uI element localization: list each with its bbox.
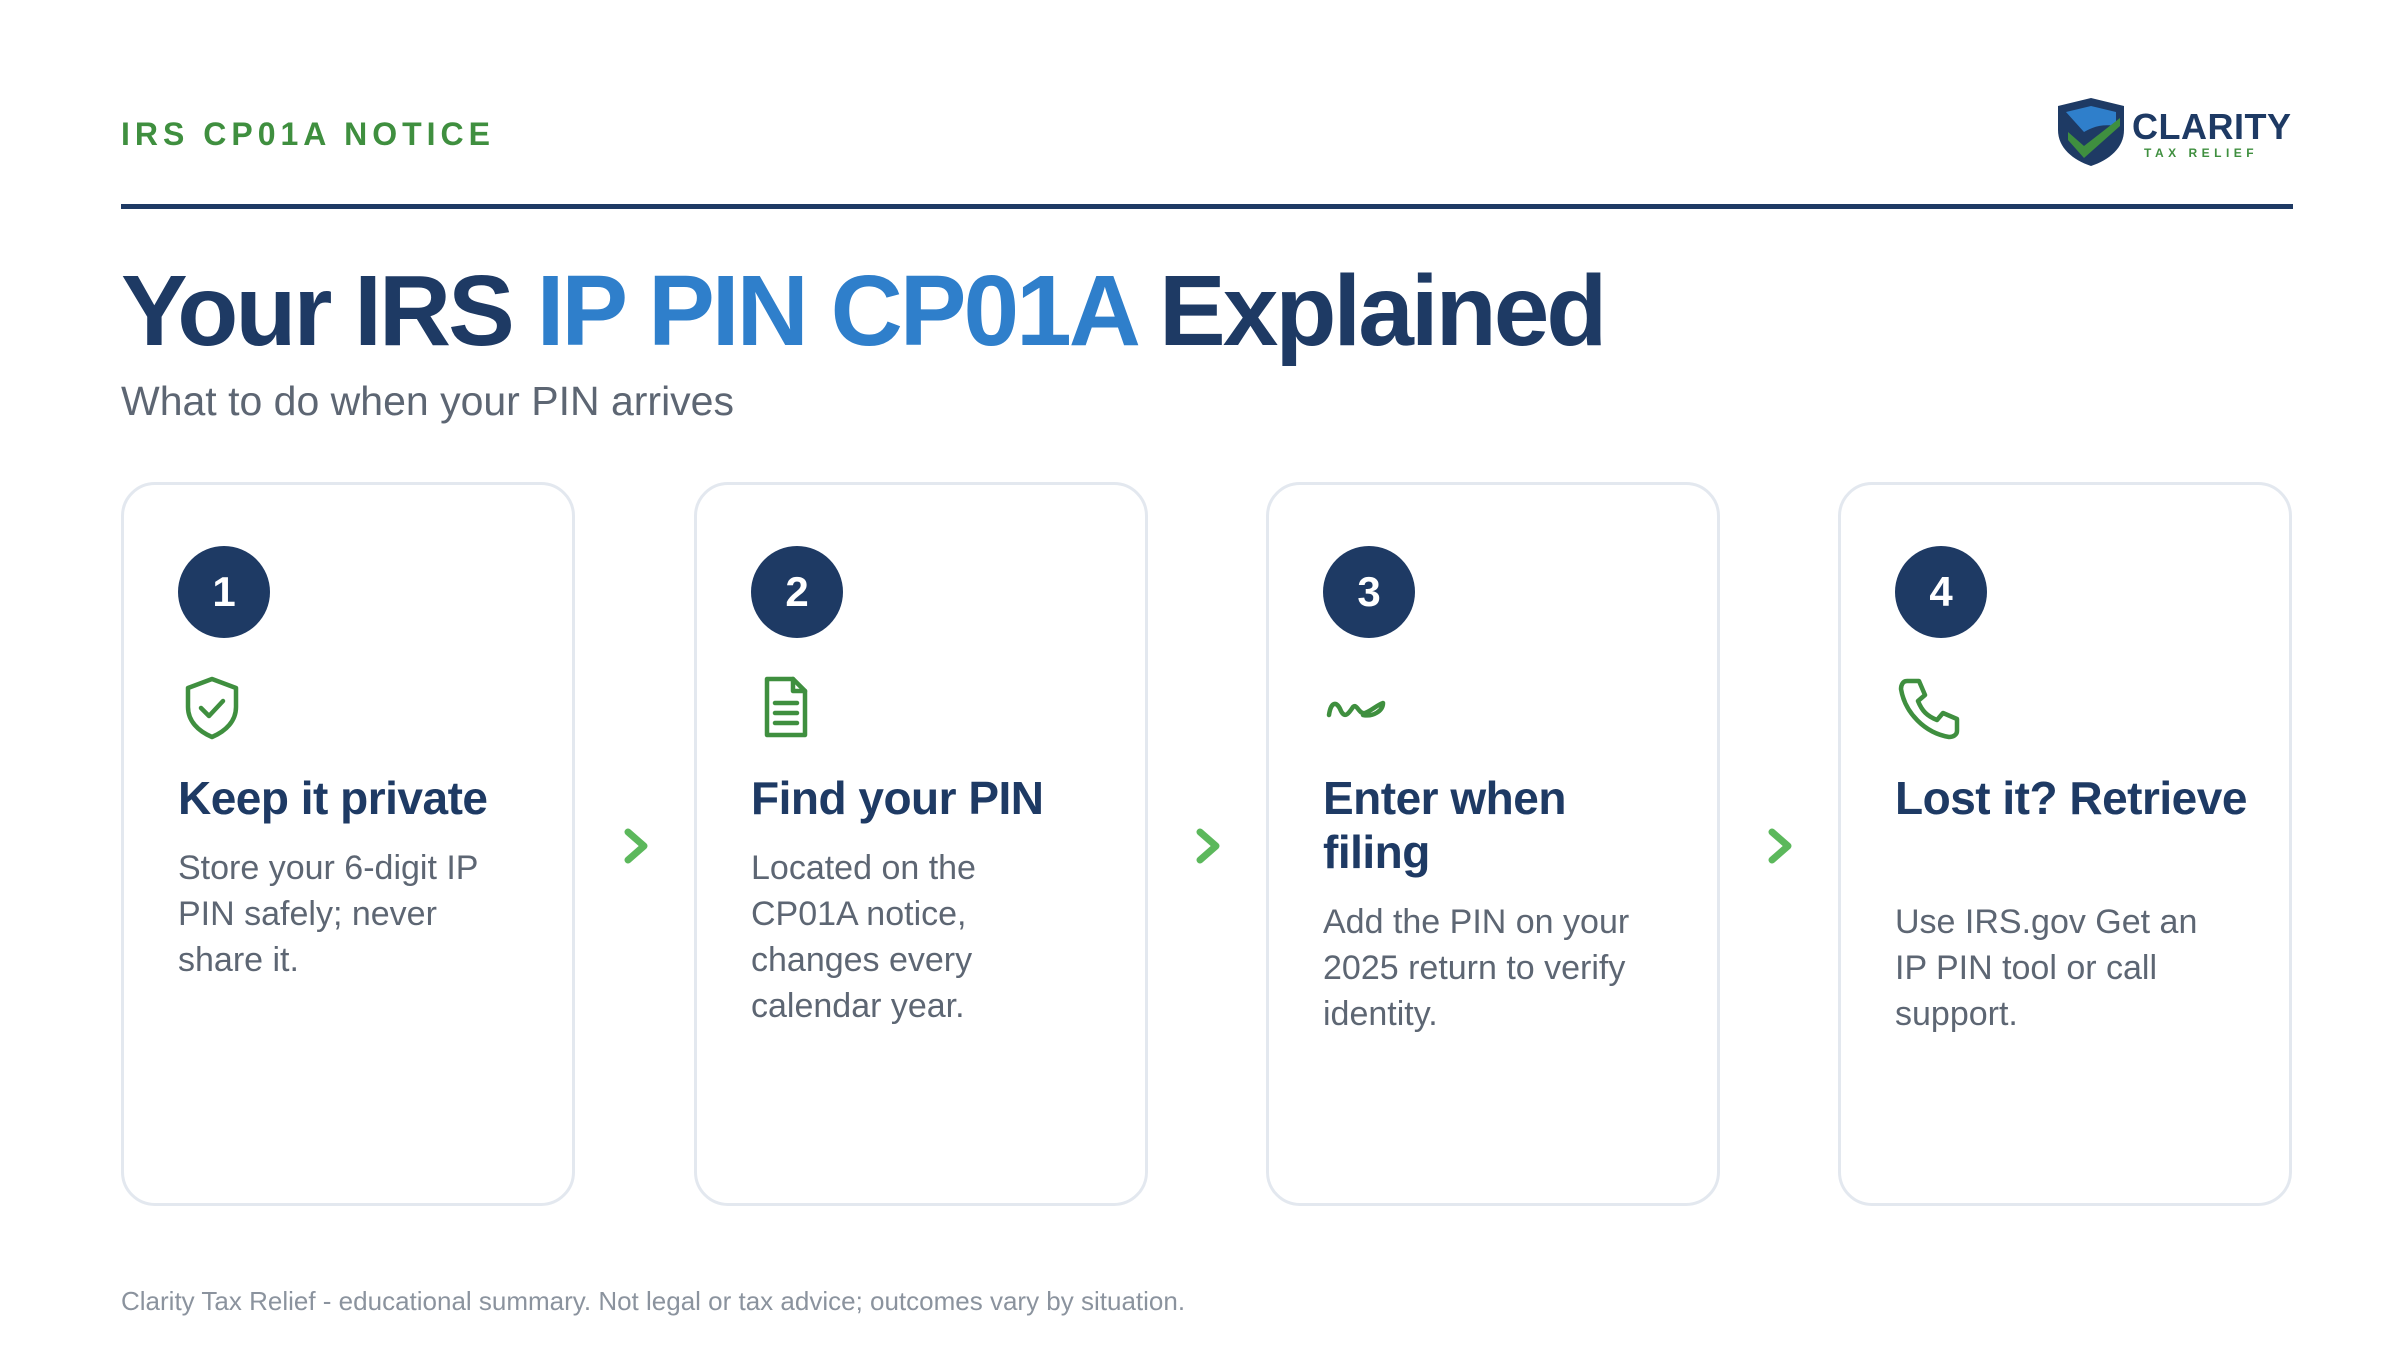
step-card-2 bbox=[694, 482, 1148, 1206]
brand-logo bbox=[2054, 96, 2294, 168]
title-suffix: Explained bbox=[1159, 255, 1605, 367]
phone-icon bbox=[1893, 671, 1965, 743]
footer-disclaimer: Clarity Tax Relief - educational summary. Not legal or tax advice; outcomes vary by situation. bbox=[121, 1286, 1186, 1316]
step-card-1 bbox=[121, 482, 575, 1206]
step-title: Enter when filing bbox=[1323, 772, 1566, 878]
title-accent: IP PIN CP01A bbox=[536, 255, 1135, 367]
step-body: Store your 6-digit IP PIN safely; never share it. bbox=[178, 849, 478, 979]
page-subtitle: What to do when your PIN arrives bbox=[121, 378, 734, 424]
document-icon bbox=[749, 671, 821, 743]
eyebrow-label: IRS CP01A NOTICE bbox=[121, 116, 495, 152]
step-card-3 bbox=[1266, 482, 1720, 1206]
chevron-right-icon bbox=[1194, 828, 1222, 864]
signature-icon bbox=[1321, 671, 1393, 743]
chevron-right-icon bbox=[622, 828, 650, 864]
shield-check-logo-icon bbox=[2054, 96, 2128, 168]
step-number-badge: 2 bbox=[751, 546, 843, 638]
logo-wordmark: CLARITY bbox=[2132, 106, 2292, 147]
shield-check-icon bbox=[176, 671, 248, 743]
step-card-4 bbox=[1838, 482, 2292, 1206]
chevron-right-icon bbox=[1766, 828, 1794, 864]
step-number-badge: 1 bbox=[178, 546, 270, 638]
step-number-badge: 4 bbox=[1895, 546, 1987, 638]
step-body: Located on the CP01A notice, changes every calendar year. bbox=[751, 849, 976, 1025]
header-divider bbox=[121, 204, 2293, 209]
logo-tagline: TAX RELIEF bbox=[2144, 146, 2259, 160]
page-title bbox=[121, 254, 1604, 369]
step-title: Find your PIN bbox=[751, 772, 1044, 824]
step-number-badge: 3 bbox=[1323, 546, 1415, 638]
step-body: Add the PIN on your 2025 return to verify identity. bbox=[1323, 903, 1630, 1033]
step-title: Keep it private bbox=[178, 772, 488, 824]
step-title: Lost it? Retrieve bbox=[1895, 772, 2247, 824]
step-body: Use IRS.gov Get an IP PIN tool or call support. bbox=[1895, 903, 2198, 1033]
title-prefix: Your IRS bbox=[121, 255, 512, 367]
